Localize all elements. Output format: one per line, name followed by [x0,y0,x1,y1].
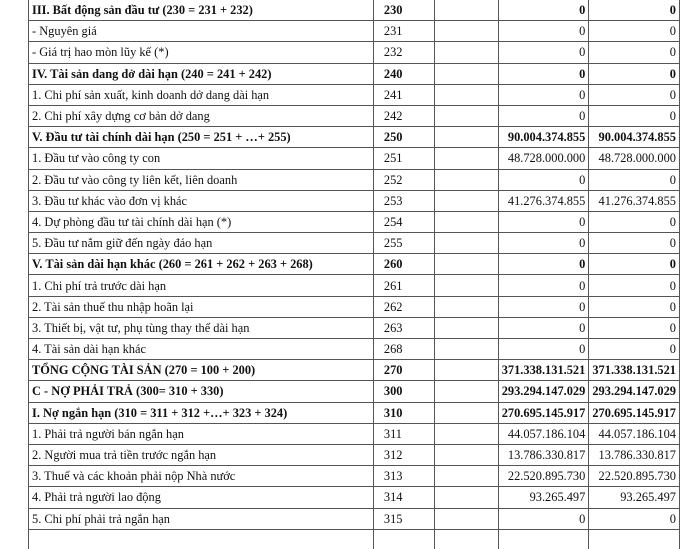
note-cell [434,275,498,296]
item-name-cell: 4. Phải trả người lao động [29,487,374,508]
item-code-cell: 255 [373,233,434,254]
current-value-cell: 90.004.374.855 [498,127,589,148]
item-name-cell: 1. Chi phí trả trước dài hạn [29,275,374,296]
table-row [29,190,680,211]
current-value-cell: 0 [498,63,589,84]
note-cell [434,487,498,508]
item-code-cell: 252 [373,169,434,190]
current-value-cell: 0 [498,42,589,63]
table-row [29,63,680,84]
item-name-cell: 3. Đầu tư khác vào đơn vị khác [29,190,374,211]
table-row [29,466,680,487]
item-code-cell: 263 [373,317,434,338]
item-name-cell: 2. Đầu tư vào công ty liên kết, liên doanh [29,169,374,190]
item-code-cell: 242 [373,105,434,126]
item-name-cell: V. Tài sản dài hạn khác (260 = 261 + 262 + 263 + 268) [29,254,374,275]
item-code-cell: 240 [373,63,434,84]
note-cell [434,84,498,105]
note-cell [434,254,498,275]
note-cell [434,317,498,338]
current-value-cell: 41.276.374.855 [498,190,589,211]
note-cell [434,466,498,487]
table-row [29,487,680,508]
item-name-cell: 2. Chi phí xây dựng cơ bản dở dang [29,105,374,126]
table-row [29,317,680,338]
table-row [29,444,680,465]
current-value-cell: 0 [498,105,589,126]
current-value-cell: 0 [498,0,589,21]
item-name-cell: 5. Đầu tư nắm giữ đến ngày đáo hạn [29,233,374,254]
prior-value-cell: 0 [589,169,680,190]
table-row [29,381,680,402]
current-value-cell: 13.786.330.817 [498,444,589,465]
table-row [29,339,680,360]
note-cell [434,444,498,465]
table-row [29,42,680,63]
current-value-cell: 0 [498,169,589,190]
item-code-cell: 260 [373,254,434,275]
item-code-cell: 315 [373,508,434,529]
item-name-cell: 2. Tài sản thuế thu nhập hoãn lại [29,296,374,317]
prior-value-cell: 48.728.000.000 [589,148,680,169]
item-name-cell: 3. Thuế và các khoản phải nộp Nhà nước [29,466,374,487]
item-name-cell: 2. Người mua trả tiền trước ngắn hạn [29,444,374,465]
prior-value-cell: 0 [589,63,680,84]
note-cell [434,423,498,444]
item-name-cell: IV. Tài sản dang dở dài hạn (240 = 241 + 242) [29,63,374,84]
item-code-cell: 268 [373,339,434,360]
note-cell [434,42,498,63]
item-name-cell: 1. Chi phí sản xuất, kinh doanh dở dang dài hạn [29,84,374,105]
item-name-cell: 4. Dự phòng đầu tư tài chính dài hạn (*) [29,211,374,232]
table-row [29,169,680,190]
current-value-cell: 371.338.131.521 [498,360,589,381]
prior-value-cell: 0 [589,105,680,126]
prior-value-cell: 0 [589,0,680,21]
prior-value-cell: 93.265.497 [589,487,680,508]
note-cell [434,296,498,317]
balance-sheet-table [28,0,680,549]
prior-value-cell: 0 [589,275,680,296]
current-value-cell: 93.265.497 [498,487,589,508]
item-code-cell: 270 [373,360,434,381]
note-cell [434,148,498,169]
item-name-cell: 1. Đầu tư vào công ty con [29,148,374,169]
current-value-cell: 0 [498,317,589,338]
table-row [29,296,680,317]
item-name-cell: 5. Chi phí phải trả ngắn hạn [29,508,374,529]
item-code-cell: 250 [373,127,434,148]
empty-cell [589,529,680,549]
empty-cell [373,529,434,549]
prior-value-cell: 41.276.374.855 [589,190,680,211]
item-code-cell: 300 [373,381,434,402]
note-cell [434,381,498,402]
item-code-cell: 251 [373,148,434,169]
current-value-cell: 22.520.895.730 [498,466,589,487]
item-name-cell: TỔNG CỘNG TÀI SẢN (270 = 100 + 200) [29,360,374,381]
item-name-cell: C - NỢ PHẢI TRẢ (300= 310 + 330) [29,381,374,402]
note-cell [434,0,498,21]
table-row [29,275,680,296]
item-code-cell: 231 [373,21,434,42]
prior-value-cell: 0 [589,42,680,63]
prior-value-cell: 0 [589,21,680,42]
current-value-cell: 0 [498,84,589,105]
current-value-cell: 0 [498,254,589,275]
current-value-cell: 0 [498,275,589,296]
current-value-cell: 0 [498,296,589,317]
item-code-cell: 241 [373,84,434,105]
prior-value-cell: 13.786.330.817 [589,444,680,465]
note-cell [434,105,498,126]
note-cell [434,508,498,529]
prior-value-cell: 0 [589,508,680,529]
item-code-cell: 230 [373,0,434,21]
item-code-cell: 232 [373,42,434,63]
current-value-cell: 0 [498,233,589,254]
current-value-cell: 48.728.000.000 [498,148,589,169]
table-row [29,0,680,21]
note-cell [434,360,498,381]
prior-value-cell: 0 [589,211,680,232]
prior-value-cell: 371.338.131.521 [589,360,680,381]
table-row [29,148,680,169]
prior-value-cell: 0 [589,339,680,360]
prior-value-cell: 293.294.147.029 [589,381,680,402]
item-code-cell: 261 [373,275,434,296]
current-value-cell: 0 [498,21,589,42]
prior-value-cell: 0 [589,317,680,338]
current-value-cell: 293.294.147.029 [498,381,589,402]
table-row [29,233,680,254]
prior-value-cell: 22.520.895.730 [589,466,680,487]
table-row [29,508,680,529]
note-cell [434,211,498,232]
item-name-cell: 4. Tài sản dài hạn khác [29,339,374,360]
table-row [29,360,680,381]
table-row [29,21,680,42]
table-row [29,423,680,444]
item-name-cell: III. Bất động sản đầu tư (230 = 231 + 232) [29,0,374,21]
prior-value-cell: 0 [589,233,680,254]
note-cell [434,169,498,190]
note-cell [434,190,498,211]
table-row [29,254,680,275]
prior-value-cell: 0 [589,296,680,317]
prior-value-cell: 270.695.145.917 [589,402,680,423]
table-row [29,105,680,126]
item-name-cell: I. Nợ ngắn hạn (310 = 311 + 312 +…+ 323 + 324) [29,402,374,423]
current-value-cell: 0 [498,339,589,360]
note-cell [434,233,498,254]
table-row [29,211,680,232]
item-code-cell: 262 [373,296,434,317]
item-code-cell: 253 [373,190,434,211]
prior-value-cell: 90.004.374.855 [589,127,680,148]
note-cell [434,63,498,84]
prior-value-cell: 44.057.186.104 [589,423,680,444]
item-name-cell: - Nguyên giá [29,21,374,42]
item-name-cell: - Giá trị hao mòn lũy kế (*) [29,42,374,63]
note-cell [434,21,498,42]
item-code-cell: 311 [373,423,434,444]
prior-value-cell: 0 [589,254,680,275]
item-code-cell: 254 [373,211,434,232]
table-row [29,402,680,423]
empty-cell [434,529,498,549]
current-value-cell: 44.057.186.104 [498,423,589,444]
item-name-cell: 3. Thiết bị, vật tư, phụ tùng thay thế dài hạn [29,317,374,338]
table-row [29,529,680,549]
empty-cell [498,529,589,549]
table-row [29,84,680,105]
item-code-cell: 312 [373,444,434,465]
item-code-cell: 310 [373,402,434,423]
item-name-cell: V. Đầu tư tài chính dài hạn (250 = 251 + …+ 255) [29,127,374,148]
prior-value-cell: 0 [589,84,680,105]
item-name-cell: 1. Phải trả người bán ngắn hạn [29,423,374,444]
note-cell [434,127,498,148]
current-value-cell: 270.695.145.917 [498,402,589,423]
table-row [29,127,680,148]
note-cell [434,339,498,360]
item-code-cell: 314 [373,487,434,508]
balance-sheet-body [29,0,680,549]
current-value-cell: 0 [498,211,589,232]
item-code-cell: 313 [373,466,434,487]
current-value-cell: 0 [498,508,589,529]
empty-cell [29,529,374,549]
note-cell [434,402,498,423]
